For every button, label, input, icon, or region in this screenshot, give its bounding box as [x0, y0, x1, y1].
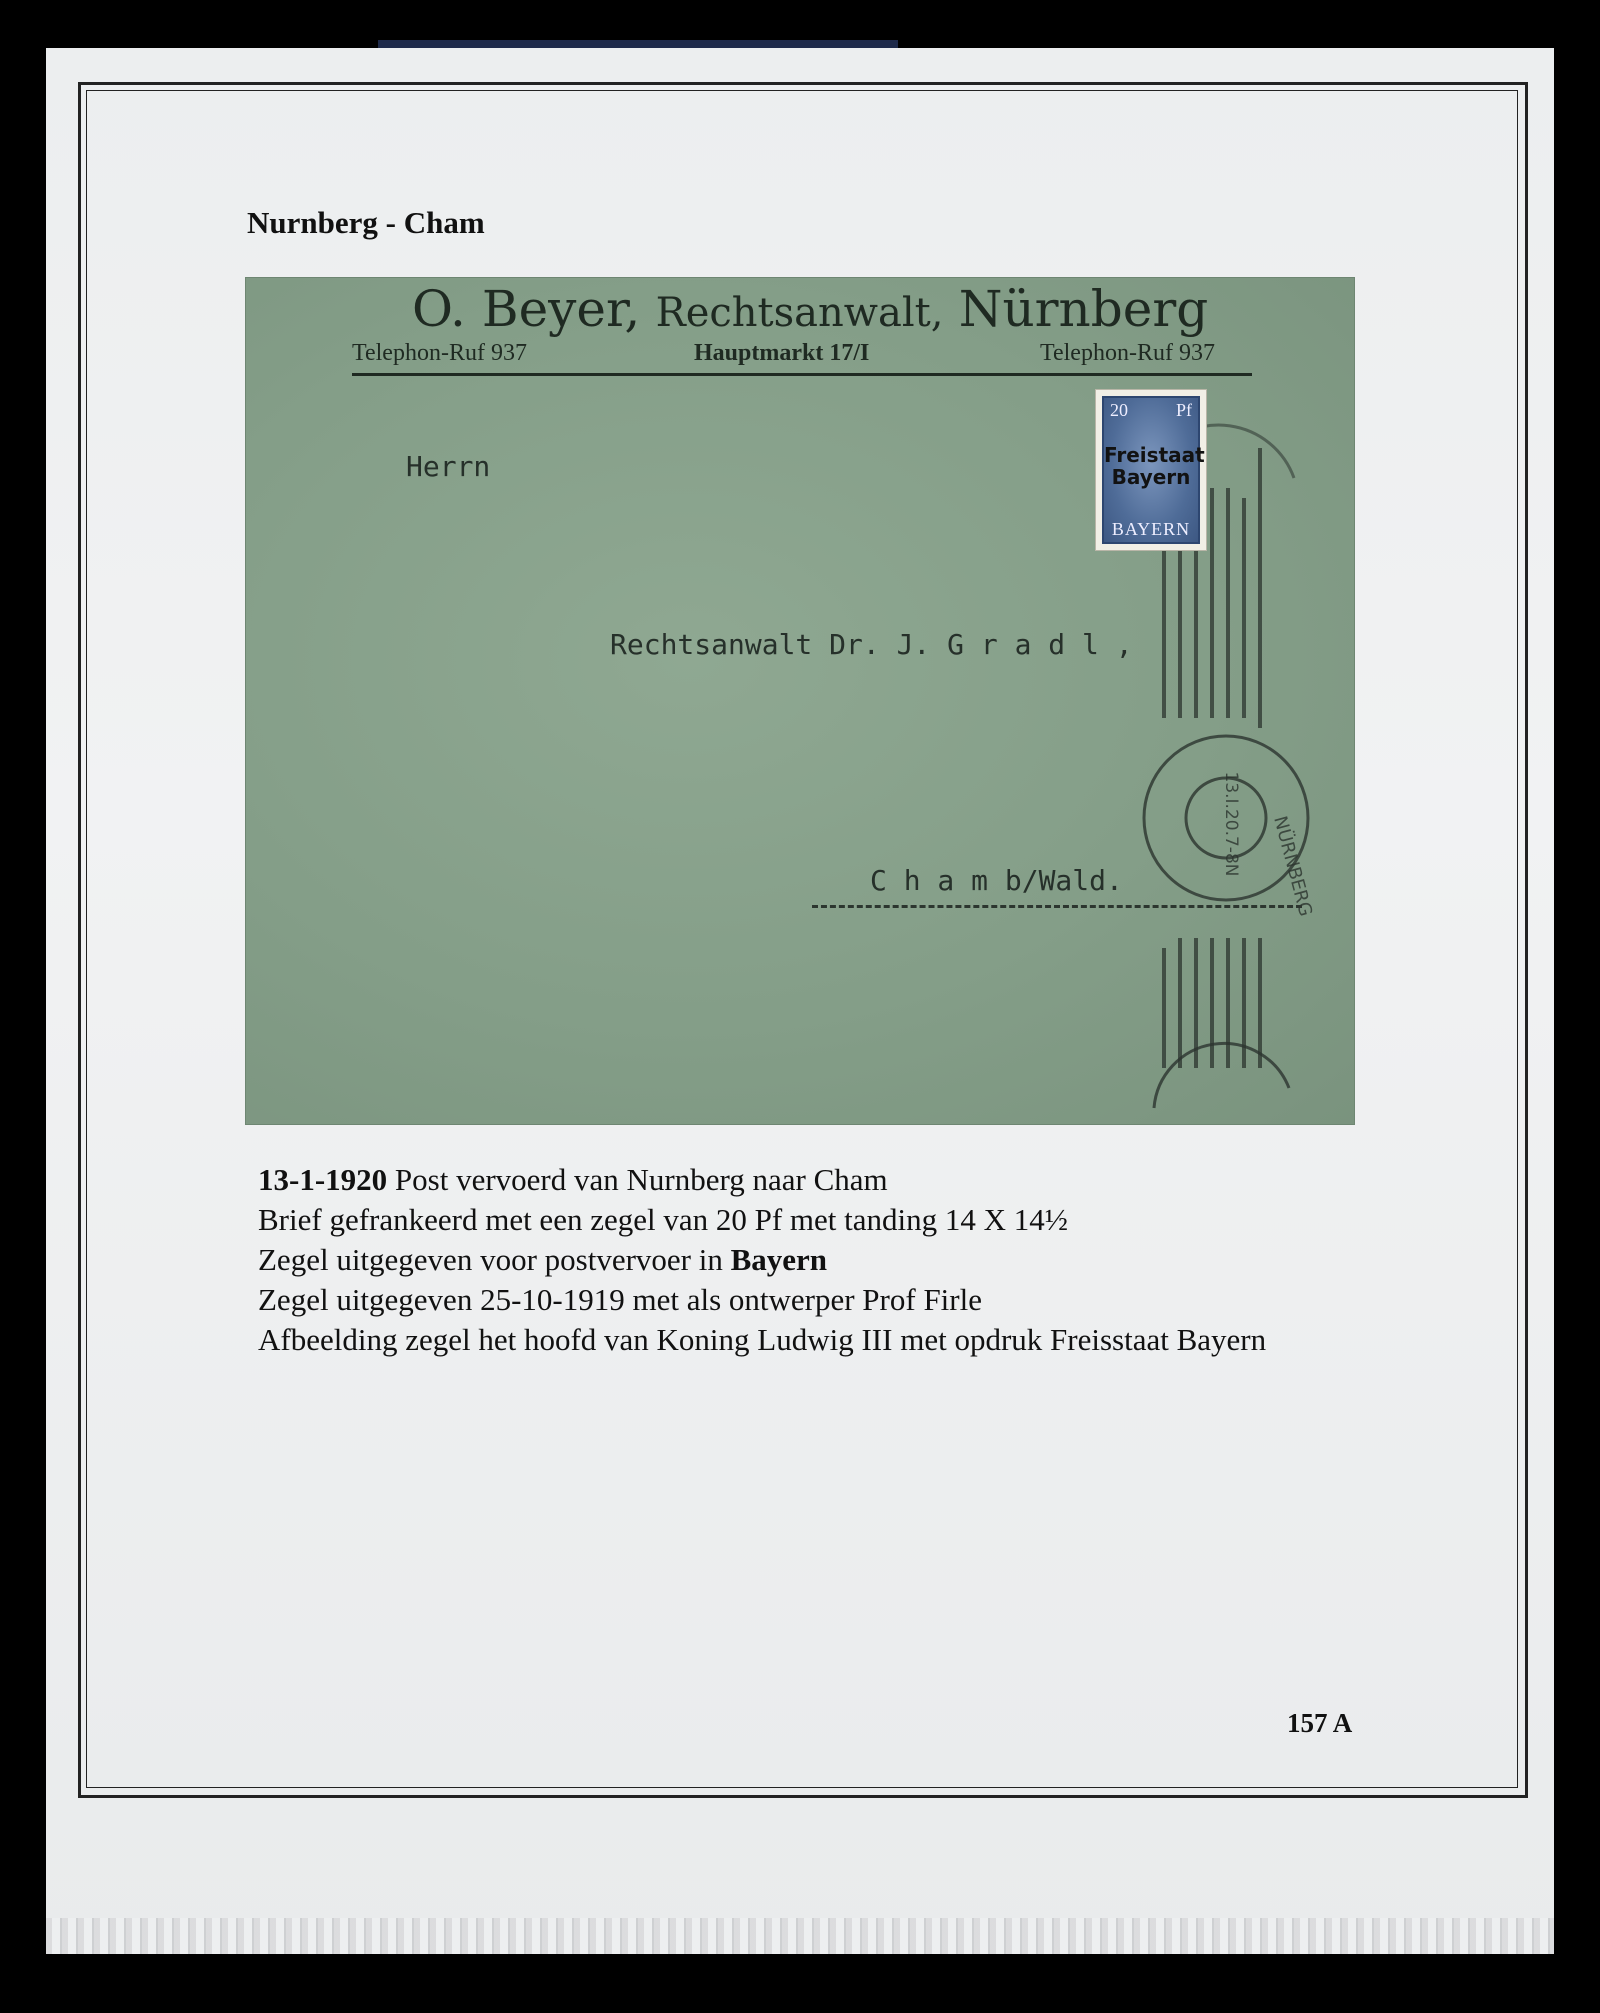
recipient-name: Rechtsanwalt Dr. J. G r a d l ,	[610, 628, 1133, 661]
page-number: 157 A	[1287, 1708, 1353, 1738]
sender-address: Hauptmarkt 17/I	[694, 340, 870, 366]
sender-city: Nürnberg	[958, 280, 1209, 338]
description-line-1-text: Post vervoerd van Nurnberg naar Cham	[387, 1162, 888, 1197]
envelope-cover	[246, 278, 1354, 1124]
postmark-city: NÜRNBERG	[1269, 813, 1317, 919]
sleeve-edge	[46, 1918, 1554, 1954]
postmark-date: 13.I.20.7-8N	[1221, 771, 1241, 877]
description-date: 13-1-1920	[258, 1162, 388, 1197]
sender-title: Rechtsanwalt,	[655, 290, 944, 336]
overprint-line2: Bayern	[1111, 465, 1191, 489]
overprint-line1: Freistaat	[1104, 443, 1205, 467]
destination: C h a m b/Wald.	[870, 864, 1123, 897]
postage-stamp	[1096, 390, 1206, 550]
description-line-3	[258, 1240, 1458, 1280]
phone-left: Telephon-Ruf 937	[352, 340, 527, 366]
machine-cancellation	[1114, 488, 1317, 1108]
description-line-2: Brief gefrankeerd met een zegel van 20 Pf met tanding 14 X 14½	[258, 1202, 1069, 1237]
description-region: Bayern	[730, 1242, 828, 1277]
phone-right: Telephon-Ruf 937	[1040, 340, 1215, 366]
sender-letterhead	[412, 280, 1208, 338]
salutation: Herrn	[406, 450, 491, 483]
destination-underline	[812, 905, 1302, 908]
description-line-3-text: Zegel uitgegeven voor postvervoer in	[258, 1242, 731, 1277]
description-line-5: Afbeelding zegel het hoofd van Koning Ludwig III met opdruk Freisstaat Bayern	[258, 1322, 1267, 1357]
page-title: Nurnberg - Cham	[247, 205, 485, 240]
description-block	[258, 1160, 1458, 1360]
stamp-value: 20	[1110, 400, 1128, 420]
stamp-unit: Pf	[1175, 400, 1192, 420]
sender-name: O. Beyer,	[412, 280, 641, 338]
stamp-country: BAYERN	[1111, 519, 1191, 539]
stamp-overprint	[1104, 443, 1205, 489]
description-line-4: Zegel uitgegeven 25-10-1919 met als ontwerper Prof Firle	[258, 1282, 982, 1317]
letterhead-rule	[352, 373, 1252, 376]
stamp-portrait	[1102, 396, 1205, 544]
description-line-1	[258, 1160, 1458, 1200]
